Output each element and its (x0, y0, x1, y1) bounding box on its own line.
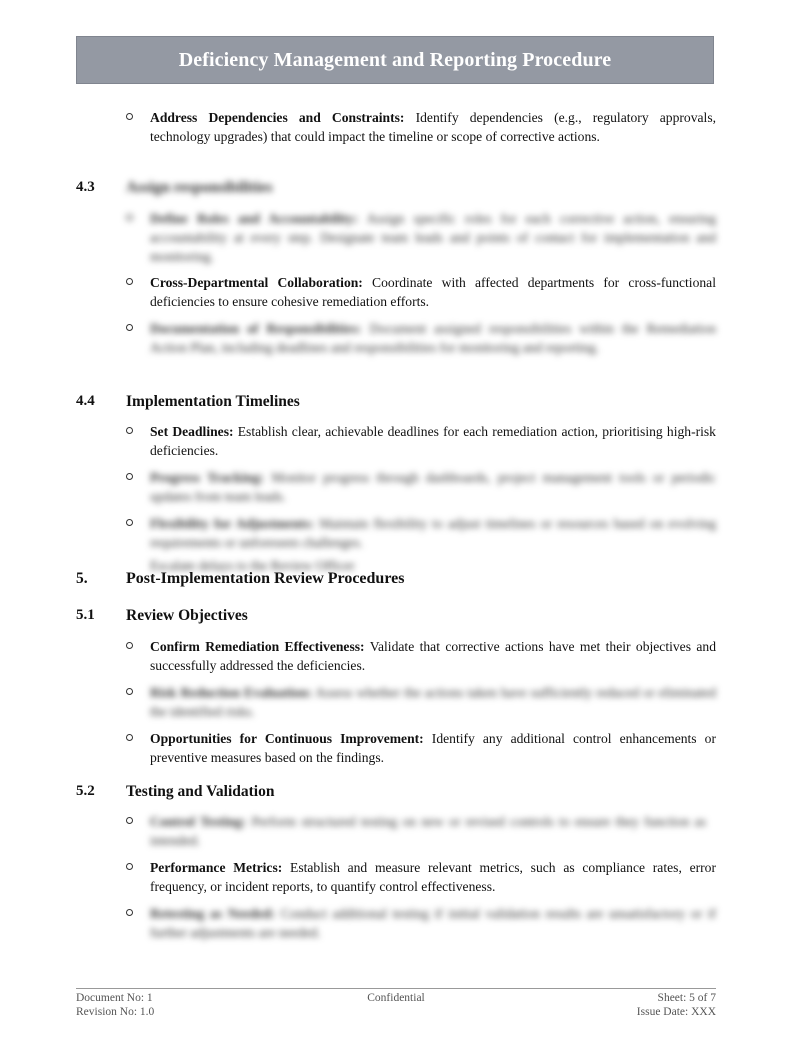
item-label: Retesting as Needed: (150, 906, 276, 921)
item-label: Control Testing: (150, 814, 247, 829)
section-title: Implementation Timelines (126, 393, 300, 410)
classification-label: Confidential (367, 992, 425, 1004)
item-label: Set Deadlines: (150, 424, 234, 439)
revision-number: Revision No: 1.0 (76, 1006, 155, 1018)
document-title-bar (76, 36, 714, 84)
item-label: Confirm Remediation Effectiveness: (150, 639, 365, 654)
item-text: Coordinate with affected departments for cross-functional deficiencies to ensure cohesive remediation efforts. (150, 275, 716, 309)
hollow-bullet-icon (126, 812, 136, 831)
hollow-bullet-icon (126, 729, 136, 748)
item-label: Progress Tracking: (150, 470, 265, 485)
hollow-bullet-icon (126, 273, 136, 292)
item-text: Monitor progress through dashboards, project management tools or periodic updates from team leads. (150, 470, 716, 504)
item-text: Perform structured testing on new or revised controls to ensure they function as intended. (150, 814, 707, 848)
blurred-overlay-text: Escalate delays to the Review Officer (150, 558, 355, 573)
section-number: 5.1 (76, 607, 95, 623)
item-label: Cross-Departmental Collaboration: (150, 275, 363, 290)
hollow-bullet-icon (126, 683, 136, 702)
item-text: Establish clear, achievable deadlines for each remediation action, prioritising high-risk deficiencies. (150, 424, 716, 458)
section-number: 5. (76, 570, 88, 587)
item-text: Document assigned responsibilities within the Remediation Action Plan, including deadlines and responsibilities for monitoring and reporting. (150, 321, 716, 355)
section-number: 5.2 (76, 783, 95, 799)
document-title: Deficiency Management and Reporting Procedure (178, 48, 612, 71)
section-title: Post-Implementation Review Procedures (126, 570, 405, 587)
section-title: Review Objectives (126, 607, 248, 624)
item-text: Assess whether the actions taken have sufficiently reduced or eliminated the identified risks. (150, 685, 716, 719)
hollow-bullet-icon (126, 422, 136, 441)
item-label: Performance Metrics: (150, 860, 283, 875)
item-label: Opportunities for Continuous Improvement: (150, 731, 424, 746)
item-text: Assign specific roles for each corrective action, ensuring accountability at every step. Designate team leads and points of contact for implementation and monitoring. (150, 211, 716, 264)
item-label: Risk Reduction Evaluation: (150, 685, 313, 700)
section-number: 4.4 (76, 393, 95, 409)
item-label: Address Dependencies and Constraints: (150, 110, 405, 125)
hollow-bullet-icon (126, 637, 136, 656)
hollow-bullet-icon (126, 108, 136, 127)
sheet-number: Sheet: 5 of 7 (657, 992, 716, 1004)
hollow-bullet-icon (126, 319, 136, 338)
item-text: Conduct additional testing if initial validation results are unsatisfactory or if further adjustments are needed. (150, 906, 717, 940)
item-text: Maintain flexibility to adjust timelines or resources based on evolving requirements or unforeseen challenges. (150, 516, 716, 550)
hollow-bullet-icon (126, 904, 136, 923)
section-title: Testing and Validation (126, 783, 275, 800)
page-footer (76, 988, 716, 1018)
section-title: Assign responsibilities (126, 179, 273, 196)
issue-date: Issue Date: XXX (636, 1006, 716, 1018)
item-text: Validate that corrective actions have met their objectives and successfully addressed the deficiencies. (150, 639, 716, 673)
section-number: 4.3 (76, 179, 95, 195)
hollow-bullet-icon (126, 468, 136, 487)
item-label: Define Roles and Accountability: (150, 211, 359, 226)
item-label: Flexibility for Adjustments: (150, 516, 315, 531)
item-label: Documentation of Responsibilities: (150, 321, 362, 336)
hollow-bullet-icon (126, 209, 136, 228)
item-text: Establish and measure relevant metrics, such as compliance rates, error frequency, or incident reports, to quantify control effectiveness. (150, 860, 716, 894)
item-text: Identify dependencies (e.g., regulatory approvals, technology upgrades) that could impact the timeline or scope of corrective actions. (150, 110, 717, 144)
hollow-bullet-icon (126, 514, 136, 533)
hollow-bullet-icon (126, 858, 136, 877)
item-text: Identify any additional control enhancements or preventive measures based on the findings. (150, 731, 716, 765)
document-number: Document No: 1 (76, 992, 153, 1004)
